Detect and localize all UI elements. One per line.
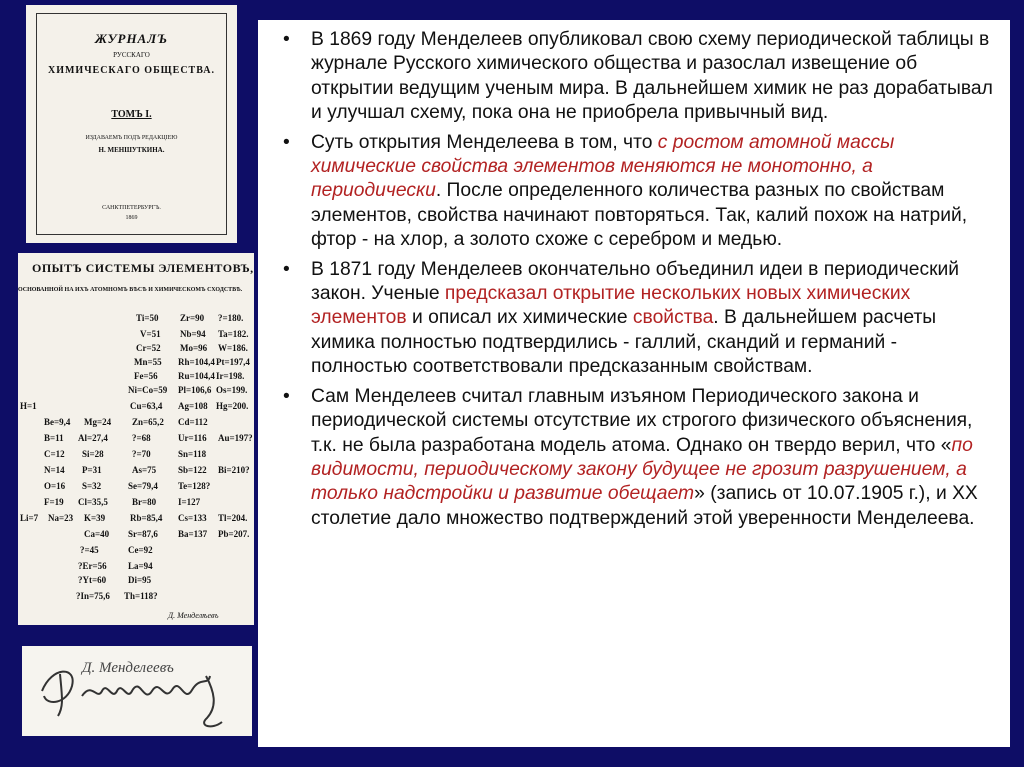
table-cell: Zr=90	[180, 313, 205, 323]
bullet-marker: •	[283, 131, 290, 153]
table-cell: Li=7	[20, 513, 39, 523]
table-cell: Pb=207.	[218, 529, 250, 539]
journal-cover-image	[26, 5, 237, 243]
journal-editor-line: ИЗДАВАЕМЪ ПОДЪ РЕДАКЦІЕЮ	[85, 135, 178, 141]
table-cell: W=186.	[218, 343, 248, 353]
table-cell: I=127	[178, 497, 201, 507]
table-cell: Zn=65,2	[132, 417, 164, 427]
table-cell: Na=23	[48, 513, 74, 523]
table-cell: Si=28	[82, 449, 104, 459]
table-cell: N=14	[44, 465, 65, 475]
table-subtitle: ОСНОВАННОЙ НА ИХЪ АТОМНОМЪ ВѢСѢ И ХИМИЧЕСКОМЪ СХОДСТВѢ.	[18, 287, 243, 293]
journal-year: 1869	[125, 215, 138, 221]
table-cell: La=94	[128, 561, 153, 571]
table-cell: Pt=197,4	[216, 357, 250, 367]
table-signature: Д. Менделѣевъ	[168, 611, 219, 620]
table-cell: ?Er=56	[78, 561, 107, 571]
table-cell: B=11	[44, 433, 64, 443]
bullet-item	[258, 385, 1010, 531]
table-cell: Be=9,4	[44, 417, 71, 427]
table-cell: Ru=104,4	[178, 371, 215, 381]
table-cell: Bi=210?	[218, 465, 250, 475]
highlighted-text: свойства	[632, 307, 714, 329]
bullet-list	[258, 20, 1010, 531]
table-cell: Ca=40	[84, 529, 110, 539]
table-cell: Fe=56	[134, 371, 158, 381]
journal-volume: ТОМЪ I.	[111, 109, 152, 120]
table-cell: ?=70	[132, 449, 151, 459]
table-cell: ?=68	[132, 433, 151, 443]
table-cell: Au=197?	[218, 433, 253, 443]
table-cell: Te=128?	[178, 481, 211, 491]
periodic-table-image	[18, 253, 254, 625]
text-content	[258, 20, 1010, 747]
table-cell: Pl=106,6	[178, 385, 212, 395]
bullet-text: » (запись от 10.07.1905 г.), и XX столетие дало множество подтверждений этой уверенности Менделеева.	[311, 483, 978, 529]
table-cell: P=31	[82, 465, 102, 475]
bullet-marker: •	[283, 385, 290, 407]
table-cell: Br=80	[132, 497, 157, 507]
table-cell: Tl=204.	[218, 513, 248, 523]
bullet-text: В 1871 году Менделеев окончательно объединил идеи в периодический закон. Ученые	[311, 258, 960, 305]
table-cell: F=19	[44, 497, 64, 507]
bullet-item	[258, 28, 1010, 126]
bullet-text: . После определенного количества разных по свойствам элементов, свойства начинают повторяться. Так, калий похож на натрий, фтор - на хлор, а золото схоже с серебром и медью.	[311, 180, 968, 251]
table-cell: Cd=112	[178, 417, 208, 427]
highlighted-text: по видимости, периодическому закону будущее не грозит разрушением, а только надстройки и развитие обещает	[311, 434, 973, 505]
table-cell: ?=180.	[218, 313, 244, 323]
table-cell: Mn=55	[134, 357, 162, 367]
table-cell: Cr=52	[136, 343, 161, 353]
highlighted-text: с ростом атомной массы химические свойства элементов меняются не монотонно, а периодически	[311, 131, 895, 202]
table-cell: Sn=118	[178, 449, 207, 459]
table-title: ОПЫТЪ СИСТЕМЫ ЭЛЕМЕНТОВЪ,	[32, 261, 254, 275]
bullet-text: В 1869 году Менделеев опубликовал свою схему периодической таблицы в журнале Русского химического общества и разослал извещение об открытии ведущим ученым мира. В дальнейшем химик не раз дорабатывал и улучшал схему, пока она не приобрела привычный вид.	[311, 29, 993, 124]
bullet-marker: •	[283, 258, 290, 280]
table-cell: K=39	[84, 513, 106, 523]
bullet-item	[258, 258, 1010, 380]
signature-image	[22, 646, 252, 736]
table-cell: Rb=85,4	[130, 513, 163, 523]
table-cell: Ur=116	[178, 433, 207, 443]
table-cell: Sb=122	[178, 465, 207, 475]
table-cell: C=12	[44, 449, 65, 459]
table-cell: Ti=50	[136, 313, 159, 323]
table-cell: Th=118?	[124, 591, 158, 601]
table-cell: ?=45	[80, 545, 99, 555]
table-cell: Al=27,4	[78, 433, 108, 443]
table-cell: H=1	[20, 401, 37, 411]
bullet-text: Суть открытия Менделеева в том, что	[311, 131, 658, 153]
table-cell: Ir=198.	[216, 371, 245, 381]
table-cell: ?In=75,6	[76, 591, 110, 601]
table-cell: Mg=24	[84, 417, 112, 427]
table-cell: Cu=63,4	[130, 401, 163, 411]
table-cell: S=32	[82, 481, 102, 491]
table-cell: Mo=96	[180, 343, 208, 353]
table-cell: Ce=92	[128, 545, 153, 555]
table-cell: Ni=Co=59	[128, 385, 168, 395]
table-cell: Nb=94	[180, 329, 206, 339]
table-cell: Cs=133	[178, 513, 207, 523]
journal-city: САНКТПЕТЕРБУРГЪ.	[102, 205, 161, 211]
table-cell: Ag=108	[178, 401, 208, 411]
table-cell: Hg=200.	[216, 401, 249, 411]
bullet-text: . В дальнейшем расчеты химика полностью подтвердились - галлий, скандий и германий - полностью соответствовали предсказанным свойствам.	[311, 307, 937, 378]
journal-sub: РУССКАГО	[113, 51, 150, 59]
bullet-item	[258, 131, 1010, 253]
table-cell: Cl=35,5	[78, 497, 108, 507]
table-cell: As=75	[132, 465, 157, 475]
table-cell: Os=199.	[216, 385, 248, 395]
table-cell: Ta=182.	[218, 329, 249, 339]
journal-title2: ХИМИЧЕСКАГО ОБЩЕСТВА.	[47, 65, 215, 76]
table-cell: ?Yt=60	[78, 575, 107, 585]
journal-title: ЖУРНАЛЪ	[94, 31, 169, 46]
signature-text: Д. Менделеевъ	[82, 660, 174, 676]
table-cell: Rh=104,4	[178, 357, 215, 367]
table-cell: Sr=87,6	[128, 529, 158, 539]
bullet-marker: •	[283, 29, 290, 50]
highlighted-text: предсказал открытие нескольких новых химических элементов	[311, 283, 911, 329]
bullet-text: Сам Менделеев считал главным изъяном Периодического закона и периодической системы отсутствие их строгого физического объяснения, т.к. не была разработана модель атома. Однако он твердо верил, что «	[311, 385, 973, 456]
table-cell: Ba=137	[178, 529, 208, 539]
table-cell: Se=79,4	[128, 481, 158, 491]
table-cell: V=51	[140, 329, 161, 339]
table-cell: Di=95	[128, 575, 152, 585]
bullet-text: и описал их химические	[406, 307, 633, 329]
journal-editor: Н. МЕНШУТКИНА.	[98, 146, 165, 154]
table-cell: O=16	[44, 481, 66, 491]
